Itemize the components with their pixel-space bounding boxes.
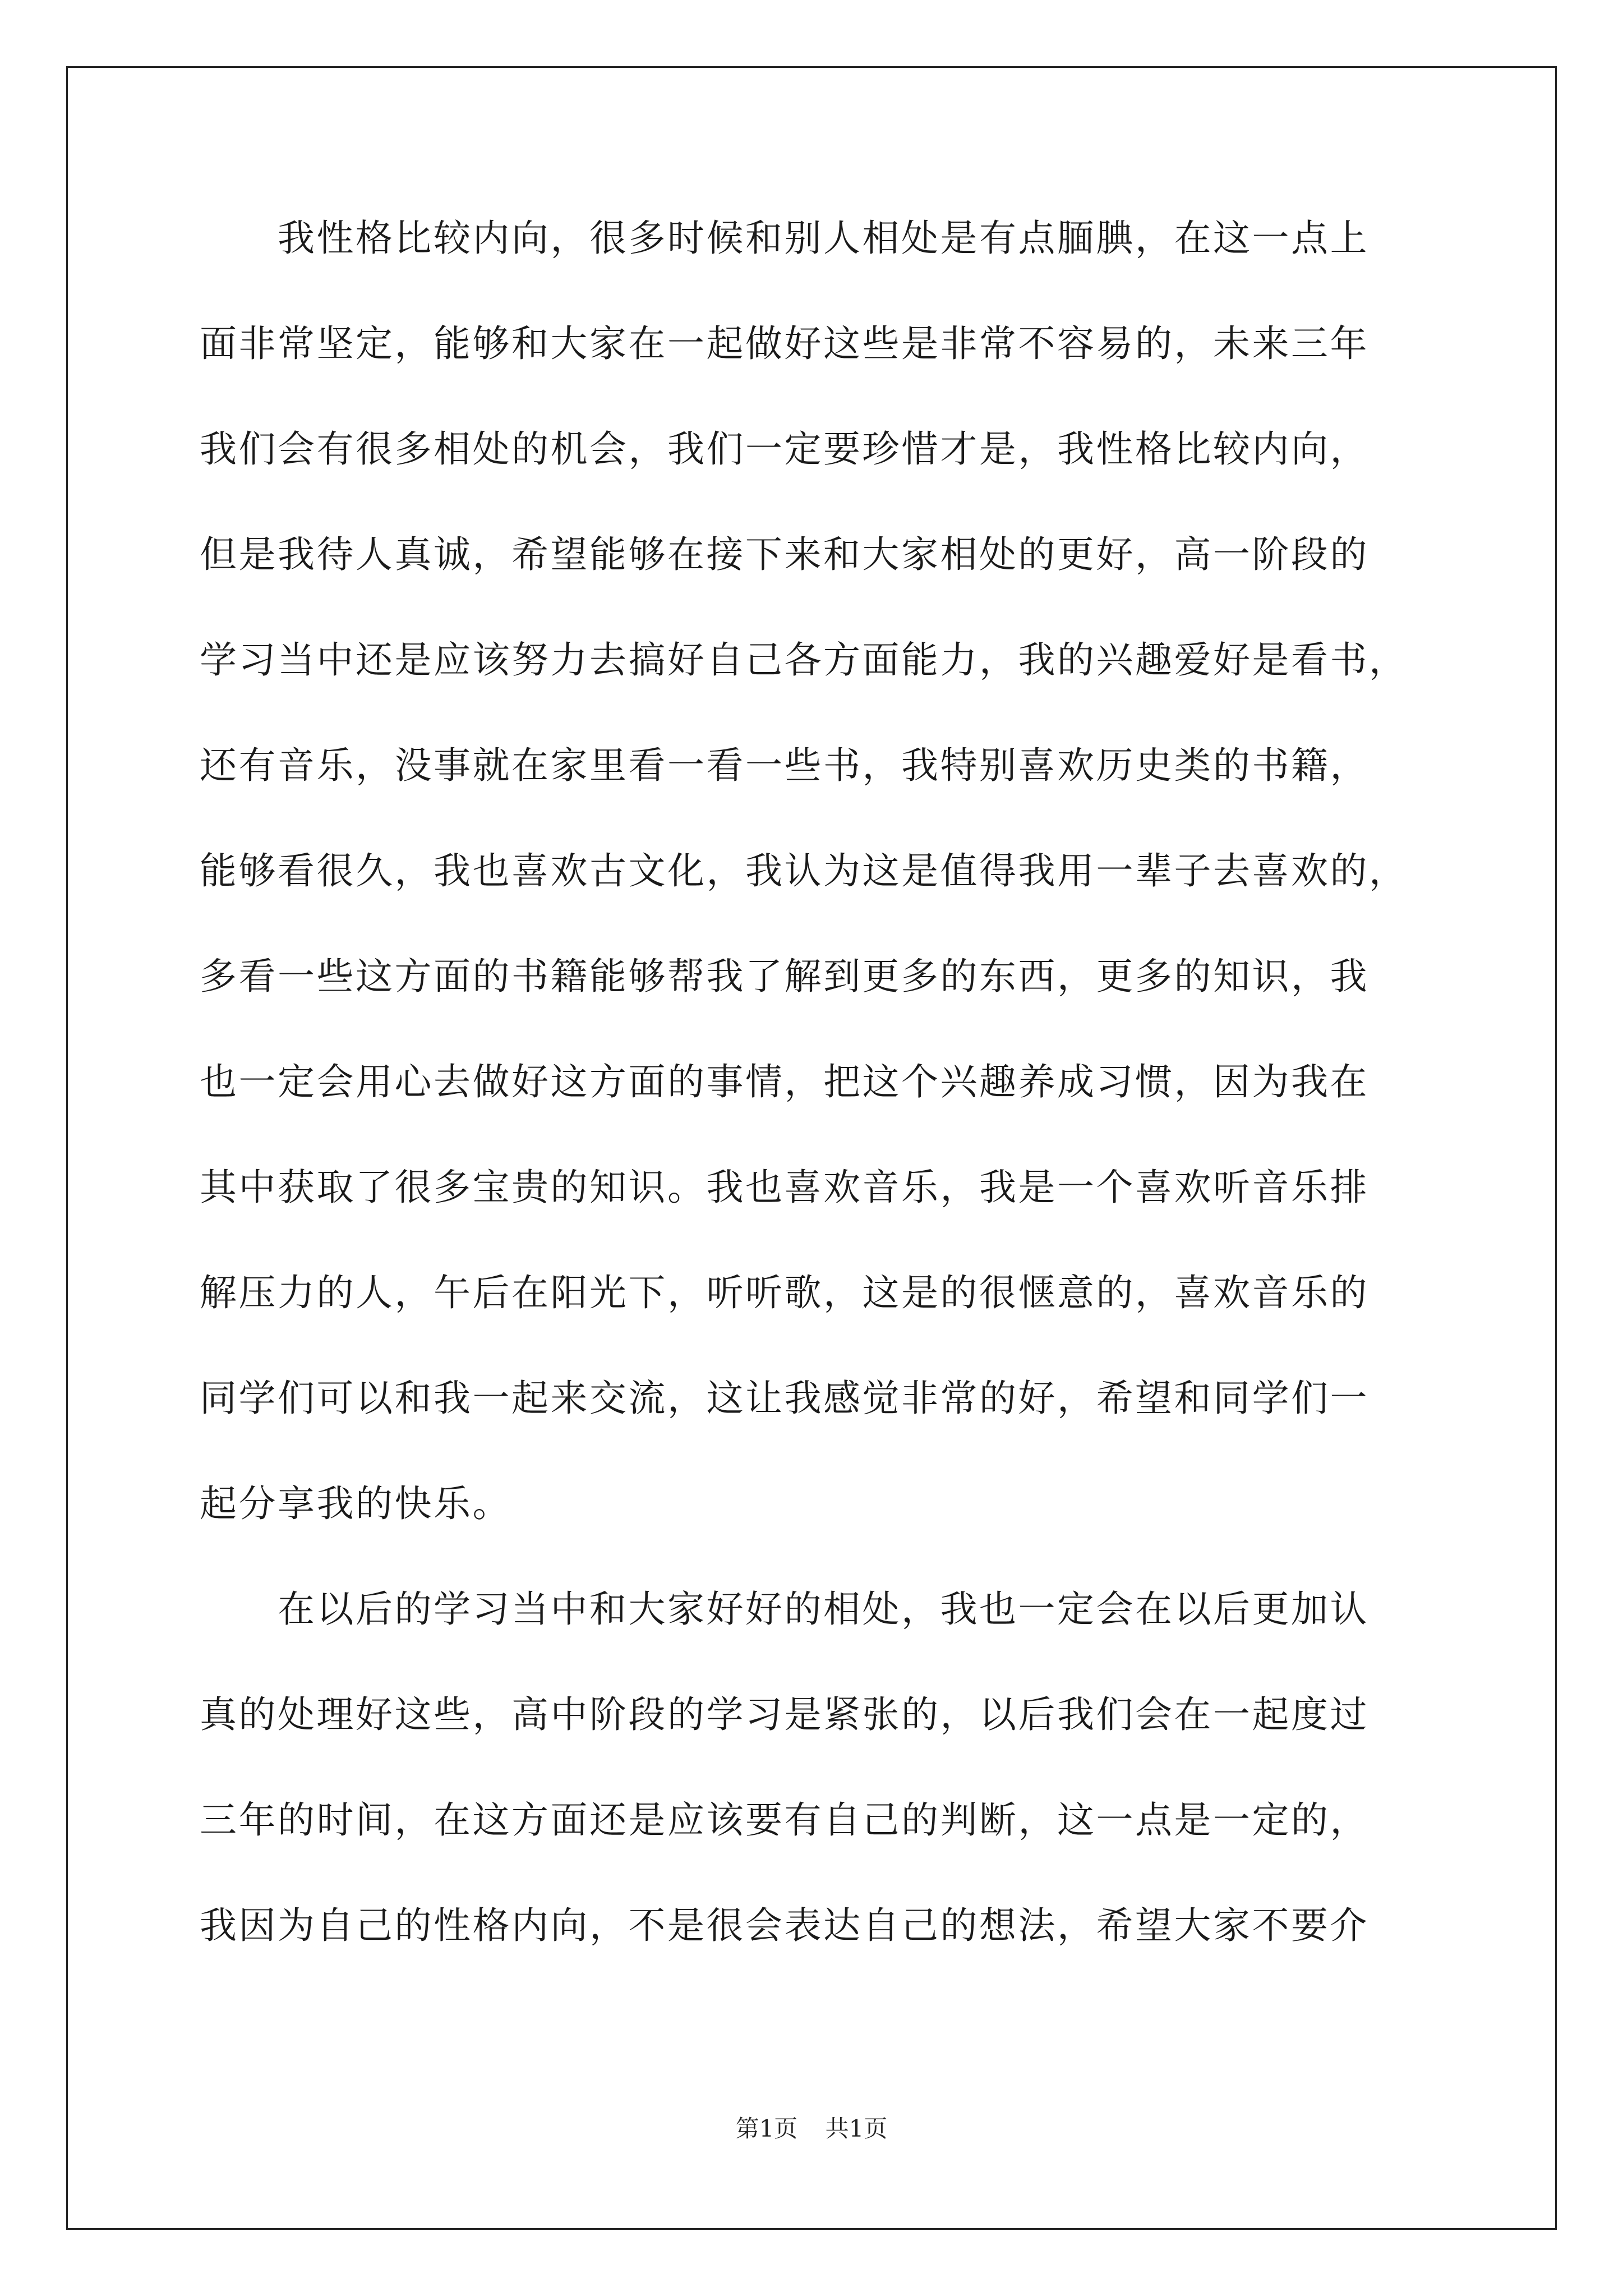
text-line: 起分享我的快乐。 — [200, 1482, 511, 1525]
text-line: 同学们可以和我一起来交流，这让我感觉非常的好，希望和同学们一 — [200, 1377, 1369, 1420]
text-line: 学习当中还是应该努力去搞好自己各方面能力，我的兴趣爱好是看书， — [200, 638, 1408, 682]
text-line: 解压力的人，午后在阳光下，听听歌，这是的很惬意的，喜欢音乐的 — [200, 1271, 1369, 1314]
text-line: 其中获取了很多宝贵的知识。我也喜欢音乐，我是一个喜欢听音乐排 — [200, 1166, 1369, 1209]
text-line: 但是我待人真诚，希望能够在接下来和大家相处的更好，高一阶段的 — [200, 533, 1369, 576]
page-footer — [0, 2115, 1623, 2143]
text-line: 也一定会用心去做好这方面的事情，把这个兴趣养成习惯，因为我在 — [200, 1060, 1369, 1103]
text-line: 三年的时间，在这方面还是应该要有自己的判断，这一点是一定的， — [200, 1798, 1369, 1842]
document-body — [200, 213, 1433, 2006]
page-number: 第1页 — [735, 2115, 798, 2142]
text-line: 能够看很久，我也喜欢古文化，我认为这是值得我用一辈子去喜欢的， — [200, 849, 1408, 892]
text-line: 面非常坚定，能够和大家在一起做好这些是非常不容易的，未来三年 — [200, 322, 1369, 365]
text-line: 还有音乐，没事就在家里看一看一些书，我特别喜欢历史类的书籍， — [200, 744, 1369, 787]
text-line: 我因为自己的性格内向，不是很会表达自己的想法，希望大家不要介 — [200, 1904, 1369, 1947]
text-line: 真的处理好这些，高中阶段的学习是紧张的，以后我们会在一起度过 — [200, 1693, 1369, 1736]
text-line: 在以后的学习当中和大家好好的相处，我也一定会在以后更加认 — [200, 1588, 1369, 1631]
text-line: 我性格比较内向，很多时候和别人相处是有点腼腆，在这一点上 — [200, 217, 1369, 260]
page-total: 共1页 — [825, 2115, 888, 2142]
text-line: 多看一些这方面的书籍能够帮我了解到更多的东西，更多的知识，我 — [200, 955, 1369, 998]
text-line: 我们会有很多相处的机会，我们一定要珍惜才是，我性格比较内向， — [200, 427, 1369, 471]
